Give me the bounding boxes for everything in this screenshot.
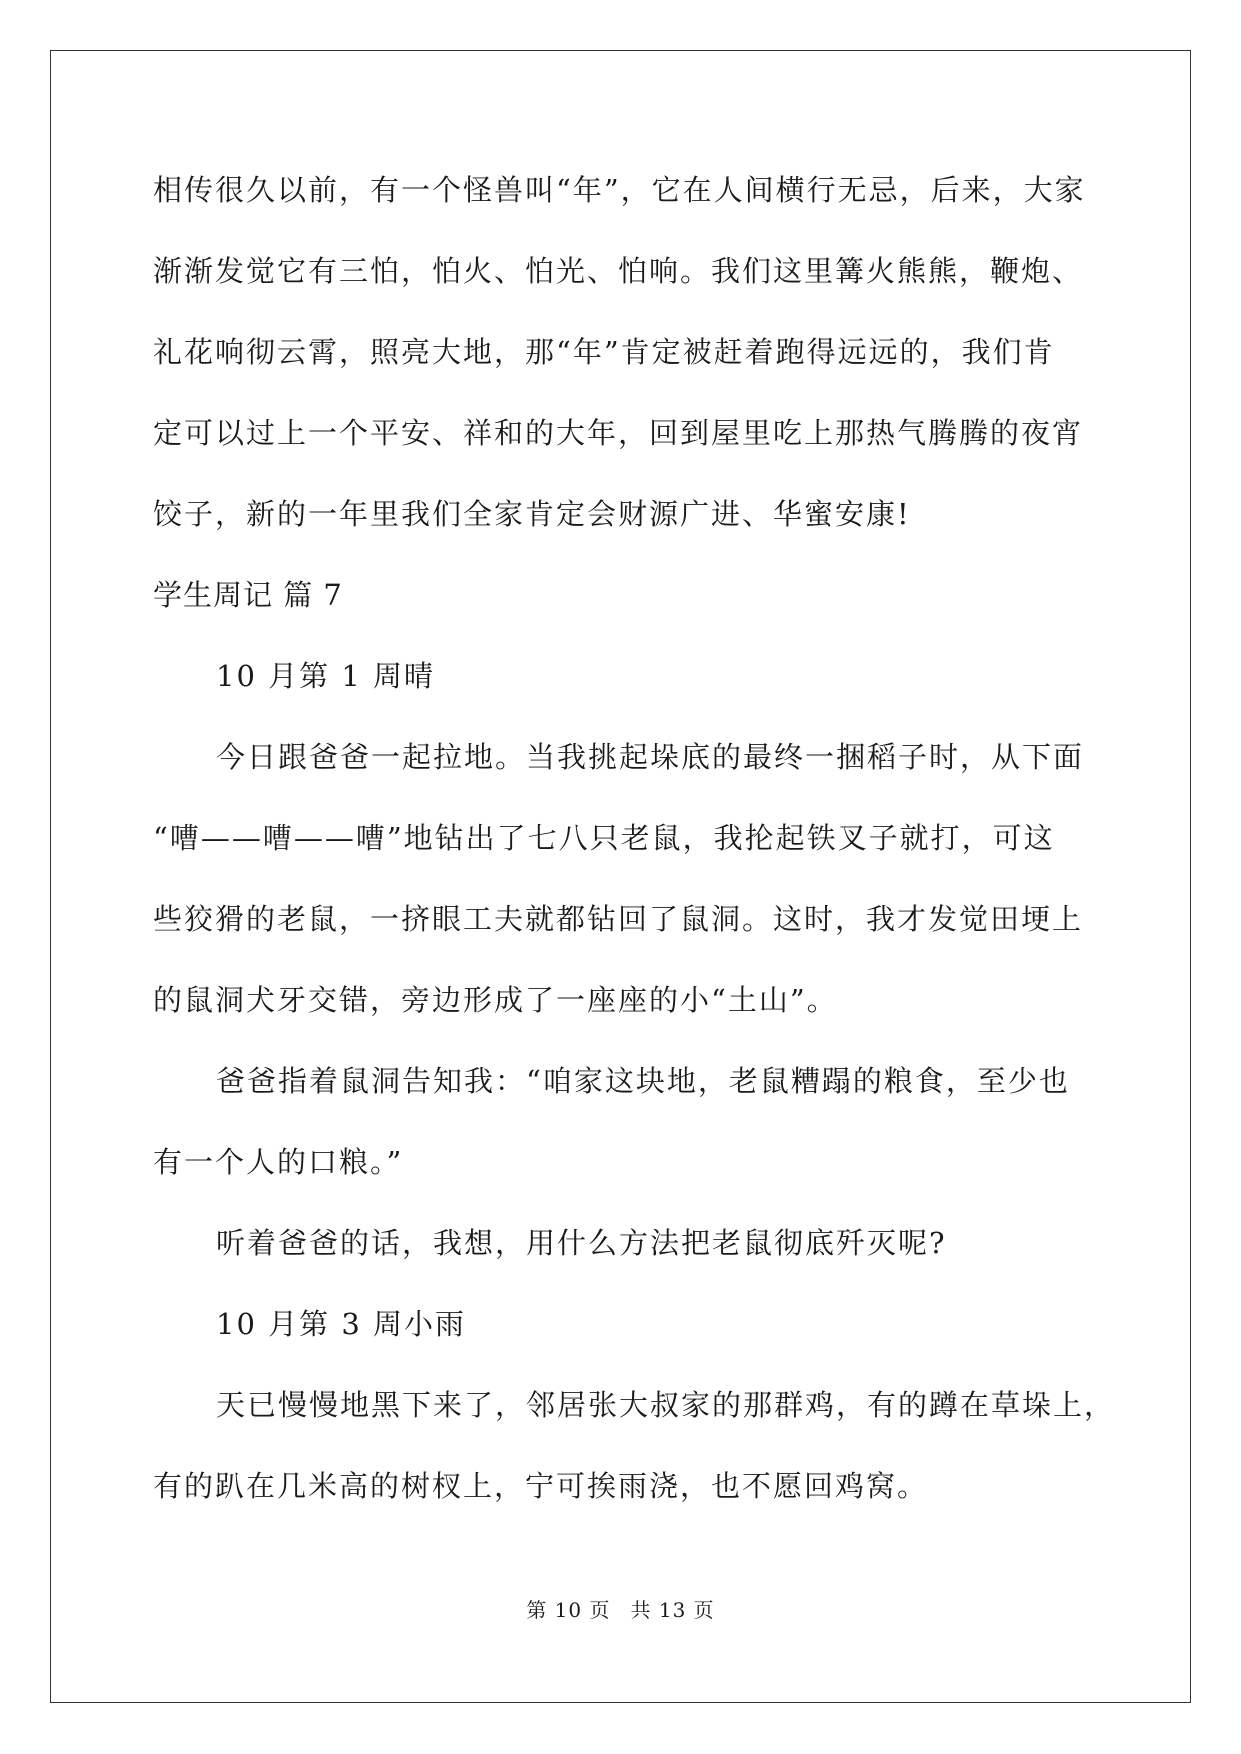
page-footer [0, 1596, 1241, 1624]
paragraph-line: 今日跟爸爸一起拉地。当我挑起垛底的最终一捆稻子时，从下面 [216, 740, 1085, 774]
paragraph-line: 天已慢慢地黑下来了，邻居张大叔家的那群鸡，有的蹲在草垛上， [216, 1388, 1116, 1422]
page-border [50, 50, 1191, 1703]
paragraph-line: 定可以过上一个平安、祥和的大年，回到屋里吃上那热气腾腾的夜宵 [153, 416, 1084, 450]
paragraph-line: 饺子，新的一年里我们全家肯定会财源广进、华蜜安康! [153, 497, 911, 531]
page-number: 第 10 页 [526, 1598, 611, 1622]
entry-date: 10 月第 1 周晴 [216, 659, 436, 693]
paragraph-line: 相传很久以前，有一个怪兽叫“年”，它在人间横行无忌，后来，大家 [153, 173, 1086, 207]
page-total: 共 13 页 [630, 1598, 715, 1622]
paragraph-line: 礼花响彻云霄，照亮大地，那“年”肯定被赶着跑得远远的，我们肯 [153, 335, 1055, 369]
paragraph-line: 有的趴在几米高的树杈上，宁可挨雨浇，也不愿回鸡窝。 [153, 1469, 929, 1503]
paragraph-line: 渐渐发觉它有三怕，怕火、怕光、怕响。我们这里篝火熊熊，鞭炮、 [153, 254, 1084, 288]
paragraph-line: 听着爸爸的话，我想，用什么方法把老鼠彻底歼灭呢? [216, 1226, 947, 1260]
paragraph-line: 些狡猾的老鼠，一挤眼工夫就都钻回了鼠洞。这时，我才发觉田埂上 [153, 902, 1084, 936]
section-heading: 学生周记 篇 7 [153, 578, 343, 612]
paragraph-line: 爸爸指着鼠洞告知我：“咱家这块地，老鼠糟蹋的粮食，至少也 [216, 1064, 1070, 1098]
entry-date: 10 月第 3 周小雨 [216, 1307, 467, 1341]
paragraph-line: “嘈——嘈——嘈”地钻出了七八只老鼠，我抡起铁叉子就打，可这 [153, 821, 1055, 855]
paragraph-line: 有一个人的口粮。” [153, 1145, 404, 1179]
paragraph-line: 的鼠洞犬牙交错，旁边形成了一座座的小“土山”。 [153, 983, 838, 1017]
